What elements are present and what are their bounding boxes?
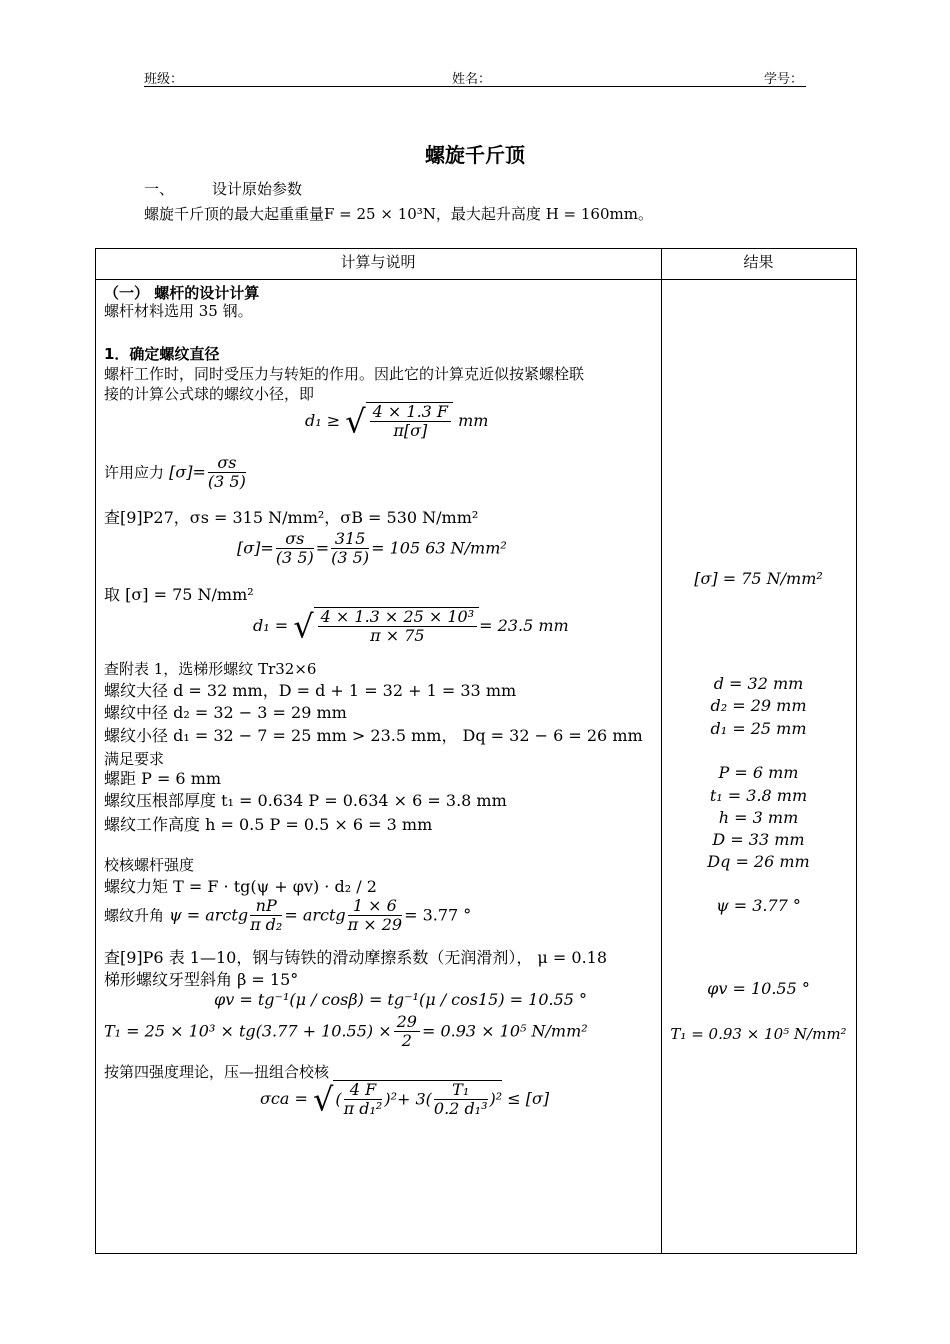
section-number: 一、: [144, 180, 175, 198]
lookup-friction: 查[9]P6 表 1—10，钢与铸铁的滑动摩擦系数（无润滑剂）， μ = 0.18: [104, 948, 608, 967]
flank-angle: 梯形螺纹牙型斜角 β = 15°: [104, 970, 299, 989]
result-Dq: Dq = 26 mm: [707, 852, 810, 871]
formula-d1-value: d₁ = √ $\frac{\text{4 × 1.3 × 25 × 10³}}{\pi \times 75}$ = 23.5 mm: [253, 607, 569, 646]
result-d1: d₁ = 25 mm: [710, 719, 807, 738]
result-sigma: [σ] = 75 N/mm²: [694, 569, 823, 588]
take-sigma: 取 [σ] = 75 N/mm²: [104, 585, 254, 604]
col-header-calc: 计算与说明: [340, 253, 416, 271]
formula-t1: T₁ = 25 × 10³ × tg(3.77 + 10.55) × $\frac{29}{2}$ = 0.93 × 10⁵ N/mm²: [104, 1012, 588, 1051]
formula-sigma-ca: σca = √ ( $\frac{4 F}{\text{π d₁²}}$ )²+ 3( $\frac{\text{T₁}}{\text{0.2 d₁³}}$ )² ≤ [σ]: [260, 1080, 550, 1119]
step-heading: 1．确定螺纹直径: [104, 345, 220, 363]
result-psi: ψ = 3.77 °: [716, 896, 801, 915]
name-label: 姓名：: [452, 72, 492, 87]
lookup-thread: 查附表 1，选梯形螺纹 Tr32×6: [104, 660, 317, 678]
formula-d1-minor: d₁ ≥ √ $\frac{4 \times 1.3 F}{\pi[\sigma]}$ mm: [305, 402, 489, 441]
col-header-result: 结果: [743, 253, 774, 271]
result-h: h = 3 mm: [718, 808, 799, 827]
document-title: 螺旋千斤顶: [425, 143, 525, 167]
result-P: P = 6 mm: [718, 763, 799, 782]
working-height: 螺纹工作高度 h = 0.5 P = 0.5 × 6 = 3 mm: [104, 815, 433, 834]
formula-allowable-stress: 许用应力 [σ]= $\frac{\sigma s}{(3 5)}$: [104, 453, 246, 492]
student-id-label: 学号：: [764, 72, 804, 87]
intro-text: 螺旋千斤顶的最大起重重量F = 25 × 10³N，最大起升高度 H = 160mm。: [144, 205, 653, 223]
section-heading: 设计原始参数: [212, 180, 303, 198]
result-D: D = 33 mm: [712, 830, 805, 849]
paragraph-line-2: 接的计算公式球的螺纹小径，即: [104, 385, 315, 403]
minor-diameter: 螺纹小径 d₁ = 32 − 7 = 25 mm > 23.5 mm， Dq = 32 − 6 = 26 mm: [104, 726, 643, 745]
material-text: 螺杆材料选用 35 钢。: [104, 302, 253, 320]
header-divider: [95, 279, 856, 280]
class-label: 班级：: [144, 72, 184, 87]
major-diameter: 螺纹大径 d = 32 mm，D = d + 1 = 32 + 1 = 33 mm: [104, 681, 517, 700]
result-T1: T₁ = 0.93 × 10⁵ N/mm²: [670, 1025, 847, 1043]
root-thickness: 螺纹压根部厚度 t₁ = 0.634 P = 0.634 × 6 = 3.8 mm: [104, 791, 507, 810]
formula-lead-angle: 螺纹升角 ψ = arctg $\frac{nP}{\text{π d₂}}$ = arctg $\frac{1 \times 6}{\pi \times 29}$ = 3.77 °: [104, 896, 472, 935]
thread-pitch: 螺距 P = 6 mm: [104, 769, 222, 788]
check-heading: 校核螺杆强度: [104, 856, 195, 874]
column-divider: [661, 248, 662, 1253]
satisfy-text: 满足要求: [104, 750, 165, 768]
paragraph-line-1: 螺杆工作时，同时受压力与转矩的作用。因此它的计算克近似按紧螺栓联: [104, 365, 585, 383]
fourth-theory-text: 按第四强度理论，压—扭组合校核: [104, 1063, 330, 1081]
result-phi: φv = 10.55 °: [707, 979, 810, 998]
subsection-heading: （一） 螺杆的设计计算: [104, 284, 260, 302]
result-d2: d₂ = 29 mm: [710, 696, 807, 715]
pitch-diameter: 螺纹中径 d₂ = 32 − 3 = 29 mm: [104, 703, 347, 722]
result-t1: t₁ = 3.8 mm: [709, 786, 808, 805]
header-rule: [144, 86, 806, 87]
lookup-yield-strength: 查[9]P27，σs = 315 N/mm²，σB = 530 N/mm²: [104, 508, 479, 527]
thread-torque: 螺纹力矩 T = F · tg(ψ + φv) · d₂ / 2: [104, 877, 377, 896]
formula-sigma-range: [σ]= $\frac{\sigma s}{(3 5)}$ = $\frac{315}{(3 5)}$ = 105 63 N/mm²: [237, 529, 507, 568]
formula-friction-angle: φv = tg⁻¹(μ / cosβ) = tg⁻¹(μ / cos15) = 10.55 °: [214, 990, 588, 1009]
result-d: d = 32 mm: [713, 674, 804, 693]
